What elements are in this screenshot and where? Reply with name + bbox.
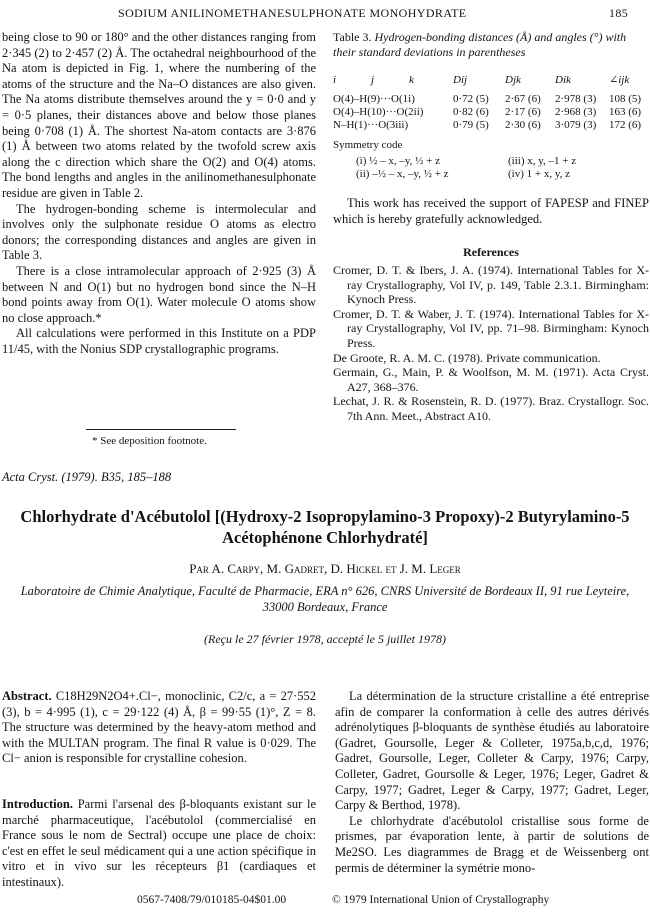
angle: 163 (6)	[609, 106, 642, 118]
introduction-block	[2, 797, 316, 891]
symmetry-code: (ii) –½ – x, –y, ½ + z	[356, 168, 449, 180]
acknowledgement: This work has received the support of FAPESP and FINEP which is hereby gratefully acknowledged.	[333, 196, 649, 226]
d-jk: 2·17 (6)	[505, 106, 541, 118]
reference: De Groote, R. A. M. C. (1978). Private communication.	[333, 350, 601, 365]
col-dik: Dik	[555, 74, 571, 86]
symmetry-code: (iii) x, y, –1 + z	[508, 155, 577, 167]
page-number: 185	[609, 6, 629, 20]
references-list	[333, 263, 649, 424]
atoms: O(4)–H(9)···O(1i)	[333, 93, 415, 105]
footer-code: 0567-7408/79/010185-04$01.00	[137, 894, 287, 906]
abstract-text: C18H29N2O4+.Cl−, monoclinic, C2/c, a = 27·552 (3), b = 4·995 (1), c = 29·122 (4) Å, β = 99·55 (1)°, Z = 8. The structure was determined by the heavy-atom method and with the MULTAN program. The final R value is 0·029. The Cl− anion is responsible for crystalline cohesion.	[2, 689, 317, 766]
reference: Lechat, J. R. & Rosenstein, R. D. (1977). Braz. Crystallogr. Soc. 7th Ann. Meet., Abstract A10.	[333, 394, 649, 423]
article-affiliation: Laboratoire de Chimie Analytique, Faculté de Pharmacie, ERA n° 626, CNRS Université de Bordeaux II, 91 rue Leyteire, 33000 Bordeaux, France	[20, 584, 630, 614]
acknowledgement-block	[333, 196, 649, 227]
d-ik: 3·079 (3)	[555, 119, 597, 131]
atoms: O(4)–H(10)···O(2ii)	[333, 106, 424, 118]
article-authors: Par A. Carpy, M. Gadret, D. Hickel et J. M. Leger	[189, 561, 461, 576]
article-citation: Acta Cryst. (1979). B35, 185–188	[2, 470, 172, 484]
table-row	[333, 119, 649, 132]
article-title: Chlorhydrate d'Acébutolol [(Hydroxy-2 Isopropylamino-3 Propoxy)-2 Butyrylamino-5 Acétophénone Chlorhydraté]	[20, 507, 630, 547]
table3-label: Table 3.	[333, 30, 372, 44]
col-k: k	[409, 74, 414, 86]
footer-copyright: © 1979 International Union of Crystallography	[332, 894, 550, 906]
reference: Cromer, D. T. & Ibers, J. A. (1974). International Tables for X-ray Crystallography, Vol IV, p. 149, Table 2.3.1. Birmingham: Kynoch Press.	[333, 263, 649, 307]
prev-article-left-column	[2, 30, 316, 357]
table3-caption	[333, 30, 649, 59]
table-header-row	[333, 74, 649, 87]
d-ij: 0·79 (5)	[453, 119, 489, 131]
abstract-block	[2, 689, 316, 767]
symmetry-codes-left	[356, 155, 496, 181]
col-i: i	[333, 74, 337, 86]
symmetry-title: Symmetry code	[333, 139, 403, 151]
paragraph: La détermination de la structure cristalline a été entreprise afin de comparer la conformation à celle des autres dérivés adrénolytiques β-bloquants de synthèse étudiés au laboratoire (Gadret, Goursolle, Leger & Colleter, 1975a,b,c,d, 1976; Gadret, Goursolle, Leger, Colleter & Carpy, 1976; Carpy, Colleter, Gadret, Goursolle & Leger, 1976; Leger, Gadret & Carpy, 1977; Gadret, Leger & Carpy, 1977; Gadret, Leger, Carpy & Berthod, 1978).	[335, 689, 649, 813]
d-jk: 2·30 (6)	[505, 119, 541, 131]
reference: Germain, G., Main, P. & Woolfson, M. M. (1971). Acta Cryst. A27, 368–376.	[333, 365, 649, 394]
angle: 172 (6)	[609, 119, 642, 131]
col-angle: ∠ijk	[609, 74, 630, 86]
table3-caption-text: Hydrogen-bonding distances (Å) and angles (°) with their standard deviations in parentheses	[333, 30, 627, 59]
reference: Cromer, D. T. & Waber, J. T. (1974). International Tables for X-ray Crystallography, Vol IV, pp. 71–98. Birmingham: Kynoch Press.	[333, 306, 649, 350]
footnote-divider	[86, 429, 236, 430]
symmetry-code: (i) ½ – x, –y, ½ + z	[356, 155, 441, 167]
d-ij: 0·72 (5)	[453, 93, 489, 105]
d-ik: 2·978 (3)	[555, 93, 597, 105]
running-title: SODIUM ANILINOMETHANESULPHONATE MONOHYDRATE	[118, 6, 467, 20]
article-received: (Reçu le 27 février 1978, accepté le 5 juillet 1978)	[204, 632, 446, 646]
d-ik: 2·968 (3)	[555, 106, 597, 118]
paragraph: being close to 90 or 180° and the other distances ranging from 2·345 (2) to 2·457 (2) Å. The octahedral neighbourhood of the Na atom is depicted in Fig. 1, where the numbering of the atoms of the structure and the Na–O distances are also given. The Na atoms distribute themselves around the y = 0·0 and y = 0·5 planes, their distances above and below those planes being 0·708 (1) Å. The shortest Na-atom contacts are 3·876 (1) Å between two atoms related by the twofold screw axis along the c direction which share the O(2) and O(4) atoms. The bond lengths and angles in the anilinomethanesulphonate residue are given in Table 2.	[2, 30, 316, 200]
paragraph: Le chlorhydrate d'acébutolol cristallise sous forme de prismes, par évaporation lente, à partir de solutions de Me2SO. Les diagrammes de Bragg et de Weissenberg ont permis de déterminer la symétrie mono-	[335, 813, 649, 875]
d-jk: 2·67 (6)	[505, 93, 541, 105]
introduction-label: Introduction.	[2, 797, 73, 811]
symmetry-codes-right	[508, 155, 648, 181]
paragraph: There is a close intramolecular approach of 2·925 (3) Å between N and O(1) but no hydrogen bond since the N–H bond points away from O(1). Water molecule O atoms show no close approach.*	[2, 263, 316, 325]
paragraph: The hydrogen-bonding scheme is intermolecular and involves only the sulphonate residue O atoms as electro donors; the corresponding distances and angles are given in Table 3.	[2, 201, 316, 263]
references-title: References	[463, 245, 519, 259]
angle: 108 (5)	[609, 93, 642, 105]
d-ij: 0·82 (6)	[453, 106, 489, 118]
introduction-text: Parmi l'arsenal des β-bloquants existant sur le marché pharmaceutique, l'acébutolol (commercialisé en France sous le nom de Sectral) occupe une place de choix: c'est en effet le seul médicament qui a une action spécifique in vitro et in vivo sur les récepteurs β1 (cardiaques et intestinaux).	[2, 797, 317, 889]
footnote: * See deposition footnote.	[92, 435, 207, 447]
hydrogen-bond-table	[333, 74, 649, 132]
col-j: j	[371, 74, 375, 86]
col-dij: Dij	[453, 74, 468, 86]
article-right-column	[335, 689, 649, 876]
table-row	[333, 93, 649, 106]
paragraph: All calculations were performed in this Institute on a PDP 11/45, with the Nonius SDP crystallographic programs.	[2, 326, 316, 356]
table-row	[333, 106, 649, 119]
col-djk: Djk	[505, 74, 521, 86]
abstract-label: Abstract.	[2, 689, 52, 703]
atoms: N–H(1)···O(3iii)	[333, 119, 409, 131]
symmetry-code: (iv) 1 + x, y, z	[508, 168, 571, 180]
